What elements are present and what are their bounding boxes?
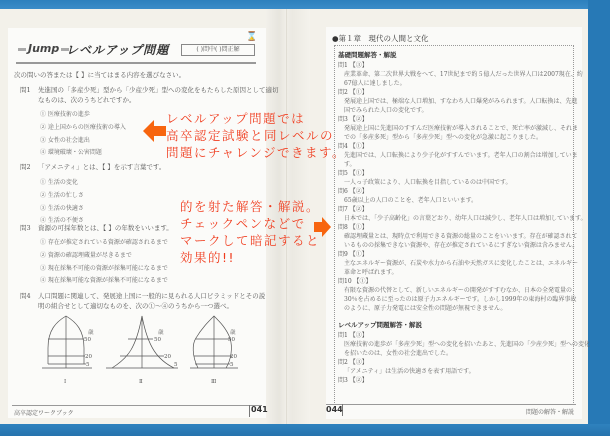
- answer-number: 問3 【②】: [338, 116, 368, 123]
- svg-text:歳: 歳: [158, 330, 164, 336]
- answer-number: 問2 【③】: [338, 359, 368, 366]
- callout-line: 効果的!!: [180, 250, 236, 265]
- answer-text: 「アメニティ」は生活の快適さを表す用語です。: [344, 368, 475, 375]
- footer-separator: [249, 405, 250, 417]
- svg-text:20: 20: [85, 354, 92, 360]
- right-page: [326, 27, 591, 419]
- right-frame-border: [588, 0, 610, 436]
- footer-divider: [12, 405, 262, 406]
- question-text: 人口問題に関連して、発展途上国に一般的に見られる人口ピラミッドとその説: [38, 292, 266, 300]
- callout-line: チェックペンなどで: [180, 216, 306, 231]
- option: ③ 現在採集不可能の資源が採集可能になるまで: [40, 265, 168, 272]
- answer-text: のように、原子力発電には安全性の問題が無視できません。: [344, 305, 507, 312]
- answer-number: 問5 【①】: [338, 170, 368, 177]
- question-text: 先進国の「多産少死」型から「少産少死」型への変化をもたらした原因として適切: [38, 86, 279, 94]
- question-number: 問4: [20, 292, 31, 300]
- svg-text:Ⅲ: Ⅲ: [211, 379, 217, 385]
- callout-line: レベルアップ問題では: [166, 111, 306, 126]
- answer-text: 67億人に達しました。: [344, 80, 406, 87]
- question-text: なものは、次のうちどれですか。: [38, 96, 136, 104]
- population-pyramids-figure: [8, 308, 266, 398]
- option: ① 存在が推定されている資源が確認されるまで: [40, 239, 168, 246]
- footer-section-title: 問題の解答・解説: [526, 409, 575, 416]
- question-number: 問3: [20, 224, 31, 232]
- section-heading: レベルアップ問題解答・解説: [338, 321, 423, 329]
- answer-box: [334, 45, 591, 405]
- page-title: レベルアップ問題: [66, 43, 170, 57]
- option: ② 生活の忙しさ: [40, 192, 84, 199]
- svg-text:歳: 歳: [230, 330, 236, 336]
- question-text: 明の組合せとして適切なものを、次の①～④のうちから一つ選べ。: [38, 302, 233, 310]
- answer-text: 確認埋蔵量とは、現時点で利用できる資源の総量のことをいいます。存在が確認されて: [344, 233, 578, 240]
- axis-unit: 歳: [88, 330, 94, 336]
- section-label: Jump: [16, 42, 71, 55]
- option: ② 途上国からの医療技術の導入: [40, 124, 126, 131]
- callout-line: マークして暗記すると: [180, 233, 321, 248]
- option: ③ 女性の社会進出: [40, 137, 90, 144]
- callout-line: 高卒認定試験と同レベルの: [166, 128, 335, 143]
- svg-text:20: 20: [230, 354, 237, 360]
- answer-text: を招いたのは、女性の社会進出でした。: [344, 350, 453, 357]
- answer-text: 発展途上国に先進国のすすんだ医療技術が導入されることで、死亡率が激減し、それま: [344, 125, 578, 132]
- option: ④ 環境破壊・公害問題: [40, 149, 102, 156]
- answer-text: 一人っ子政策により、人口転換を目指しているのは中国です。: [344, 179, 512, 186]
- answer-number: 問2 【①】: [338, 89, 368, 96]
- question-number: 問2: [20, 163, 31, 171]
- answer-text: 先進国では、人口転換により少子化がすすんでいます。老年人口の割合は増加していま: [344, 152, 578, 159]
- score-box: ( )問中( )問正解: [181, 44, 255, 56]
- answer-number: 問8 【①】: [338, 224, 368, 231]
- svg-text:Ⅰ: Ⅰ: [64, 379, 67, 385]
- option: ② 資源の確認埋蔵量が尽きるまで: [40, 252, 132, 259]
- answer-number: 問1 【③】: [338, 332, 368, 339]
- instruction: 次の問いの答または【 】に当てはまる内容を選びなさい。: [14, 71, 186, 79]
- answer-number: 問1 【③】: [338, 62, 368, 69]
- answer-number: 問10 【①】: [338, 278, 372, 285]
- answer-number: 問9 【①】: [338, 251, 368, 258]
- answer-text: す。: [344, 161, 356, 168]
- top-frame-border: [0, 0, 610, 9]
- option: ① 生活の変化: [40, 179, 78, 186]
- footer-book-title: 高卒認定ワークブック: [14, 410, 74, 417]
- callout-answers: [180, 198, 320, 266]
- answer-text: 国でみられた人口の変化です。: [344, 107, 428, 114]
- answer-text: 革命と呼ばれます。: [344, 269, 398, 276]
- arrow-right-icon: [314, 217, 332, 237]
- callout-line: 的を射た解答・解説。: [180, 199, 321, 214]
- answer-text: 産業革命、第二次世界大戦をへて、17世紀まで約５億人だった世界人口は2007現在、約: [344, 71, 583, 78]
- option: ④ 生活の不便さ: [40, 217, 84, 224]
- svg-text:50: 50: [84, 337, 91, 343]
- page-number: 044: [326, 405, 343, 414]
- question-number: 問1: [20, 86, 31, 94]
- answer-text: 有限な資源の代替として、新しいエネルギーの開発がすすむなか、日本の全発電量の: [344, 287, 572, 294]
- svg-text:Ⅱ: Ⅱ: [139, 379, 143, 385]
- answer-number: 問6 【②】: [338, 188, 368, 195]
- svg-text:50: 50: [154, 337, 161, 343]
- answer-text: 日本では、「少子高齢化」の言葉どおり、幼年人口は減少し、老年人口は増加しています。: [344, 215, 587, 222]
- answer-text: いるものの採集できない資源や、存在が推定されているにすぎない資源は含みません。: [344, 242, 579, 249]
- option: ① 医療技術の進歩: [40, 111, 90, 118]
- answer-number: 問4 【①】: [338, 143, 368, 150]
- answer-text: 30％を占めるに至ったのは原子力エネルギーです。しかし1999年の東海村の臨界事故: [344, 296, 577, 303]
- question-text: 「アメニティ」とは、【 】を示す言葉です。: [38, 163, 166, 171]
- option: ④ 現在採集可能な資源が採集不可能になるまで: [40, 277, 168, 284]
- answer-text: 主なエネルギー資源が、石炭や水力から石油や天然ガスに変化したことは、エネルギー: [344, 260, 579, 267]
- chapter-heading: ●第１章 現代の人間と文化: [332, 34, 429, 43]
- bottom-frame-border: [0, 424, 610, 436]
- footer-divider: [326, 404, 576, 405]
- title-divider: [16, 62, 256, 64]
- svg-text:20: 20: [164, 354, 171, 360]
- svg-text:5: 5: [174, 362, 178, 368]
- callout-line: 問題にチャレンジできます。: [166, 145, 347, 160]
- option: ③ 生活の快適さ: [40, 205, 84, 212]
- svg-text:5: 5: [86, 362, 90, 368]
- page-number: 041: [251, 405, 268, 414]
- answer-text: 65歳以上の人口のことを、老年人口といいます。: [344, 197, 478, 204]
- callout-levelup: [166, 110, 346, 161]
- answer-text: 発展途上国では、極端な人口増加、すなわち人口爆発がみられます。人口転換は、先進: [344, 98, 578, 105]
- answer-text: 医療技術の進歩が「多産少死」型への変化を招いたあと、先進国の「少産少死」型への変化: [344, 341, 591, 348]
- arrow-left-icon: [143, 120, 167, 142]
- svg-text:50: 50: [228, 337, 235, 343]
- svg-text:5: 5: [230, 362, 234, 368]
- answer-number: 問3 【②】: [338, 377, 368, 384]
- hourglass-icon: ⌛: [246, 32, 258, 42]
- question-text: 資源の可採年数とは、【 】の年数をいいます。: [38, 224, 173, 232]
- answer-number: 問7 【②】: [338, 206, 368, 213]
- answer-text: での「多産多死」型から「多産少死」型への変化が急激に起こりました。: [344, 134, 543, 141]
- section-heading: 基礎問題解答・解説: [338, 51, 397, 59]
